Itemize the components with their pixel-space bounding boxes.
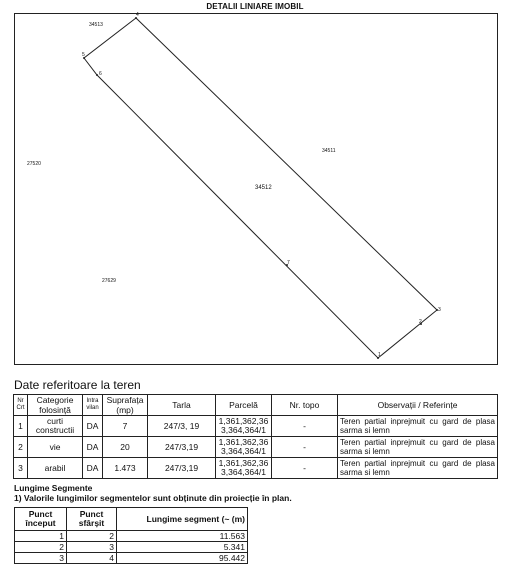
cell-suprafata: 20 — [103, 437, 148, 458]
cell-suprafata: 7 — [103, 416, 148, 437]
cell-intravilan: DA — [83, 458, 103, 479]
parcel-label-34512: 34512 — [255, 185, 272, 191]
col-punct-inceput: Punct început — [15, 508, 67, 531]
segmente-table — [14, 507, 248, 564]
cell-suprafata: 1.473 — [103, 458, 148, 479]
vertex-label-4: 4 — [136, 12, 139, 18]
cell-tarla: 247/3,19 — [148, 458, 216, 479]
cell-observatii: Teren partial inprejmuit cu gard de plasa sarma si lemn — [338, 458, 498, 479]
cell-end: 2 — [67, 531, 117, 542]
cell-categorie: arabil — [28, 458, 83, 479]
col-categorie: Categorie folosință — [28, 395, 83, 416]
page-title: DETALII LINIARE IMOBIL — [206, 2, 304, 11]
cell-nr: 2 — [14, 437, 28, 458]
col-nr-topo: Nr. topo — [272, 395, 338, 416]
table-row — [14, 416, 498, 437]
cell-start: 1 — [15, 531, 67, 542]
segmente-title: Lungime Segmente — [14, 483, 93, 493]
cell-nr: 3 — [14, 458, 28, 479]
cell-intravilan: DA — [83, 416, 103, 437]
parcel-label-27629: 27629 — [102, 278, 116, 284]
cell-start: 3 — [15, 553, 67, 564]
cell-start: 2 — [15, 542, 67, 553]
table-row — [15, 531, 248, 542]
cell-parcela: 1,361,362,36 3,364,364/1 — [216, 458, 272, 479]
col-observatii: Observații / Referințe — [338, 395, 498, 416]
cell-nr: 1 — [14, 416, 28, 437]
table-row — [14, 437, 498, 458]
vertex-label-2: 2 — [419, 319, 422, 325]
cell-end: 3 — [67, 542, 117, 553]
vertex-label-1: 1 — [378, 352, 381, 358]
col-intravilan: Intra vilan — [83, 395, 103, 416]
teren-header-row — [14, 395, 498, 416]
cell-topo: - — [272, 416, 338, 437]
vertex-label-3: 3 — [438, 307, 441, 313]
cell-topo: - — [272, 437, 338, 458]
cell-length: 11.563 — [117, 531, 248, 542]
vertex-label-7: 7 — [287, 260, 290, 266]
cell-length: 95.442 — [117, 553, 248, 564]
cell-intravilan: DA — [83, 437, 103, 458]
table-row — [14, 458, 498, 479]
cell-topo: - — [272, 458, 338, 479]
segmente-header-row — [15, 508, 248, 531]
col-lungime-segment: Lungime segment (~ (m) — [117, 508, 248, 531]
cell-tarla: 247/3,19 — [148, 437, 216, 458]
cell-end: 4 — [67, 553, 117, 564]
segmente-note: 1) Valorile lungimilor segmentelor sunt obținute din proiecție în plan. — [14, 493, 292, 503]
teren-table — [13, 394, 498, 479]
cell-parcela: 1,361,362,36 3,364,364/1 — [216, 416, 272, 437]
cell-observatii: Teren partial inprejmuit cu gard de plasa sarma si lemn — [338, 437, 498, 458]
teren-section-title: Date referitoare la teren — [14, 378, 141, 392]
col-parcela: Parcelă — [216, 395, 272, 416]
vertex-label-5: 5 — [82, 52, 85, 58]
table-row — [15, 553, 248, 564]
cell-categorie: vie — [28, 437, 83, 458]
vertex-6-marker — [96, 74, 98, 76]
col-tarla: Tarla — [148, 395, 216, 416]
cell-parcela: 1,361,362,36 3,364,364/1 — [216, 437, 272, 458]
col-punct-sfarsit: Punct sfârșit — [67, 508, 117, 531]
parcel-label-27520: 27520 — [27, 161, 41, 167]
cell-categorie: curti constructii — [28, 416, 83, 437]
cell-tarla: 247/3, 19 — [148, 416, 216, 437]
table-row — [15, 542, 248, 553]
vertex-label-6: 6 — [99, 71, 102, 77]
parcel-plan — [14, 13, 498, 365]
parcel-label-34511: 34511 — [322, 148, 336, 154]
parcel-label-34513: 34513 — [89, 22, 103, 28]
cell-length: 5.341 — [117, 542, 248, 553]
col-suprafata: Suprafața (mp) — [103, 395, 148, 416]
col-nr-crt: Nr Crt — [14, 395, 28, 416]
cell-observatii: Teren partial inprejmuit cu gard de plasa sarma si lemn — [338, 416, 498, 437]
